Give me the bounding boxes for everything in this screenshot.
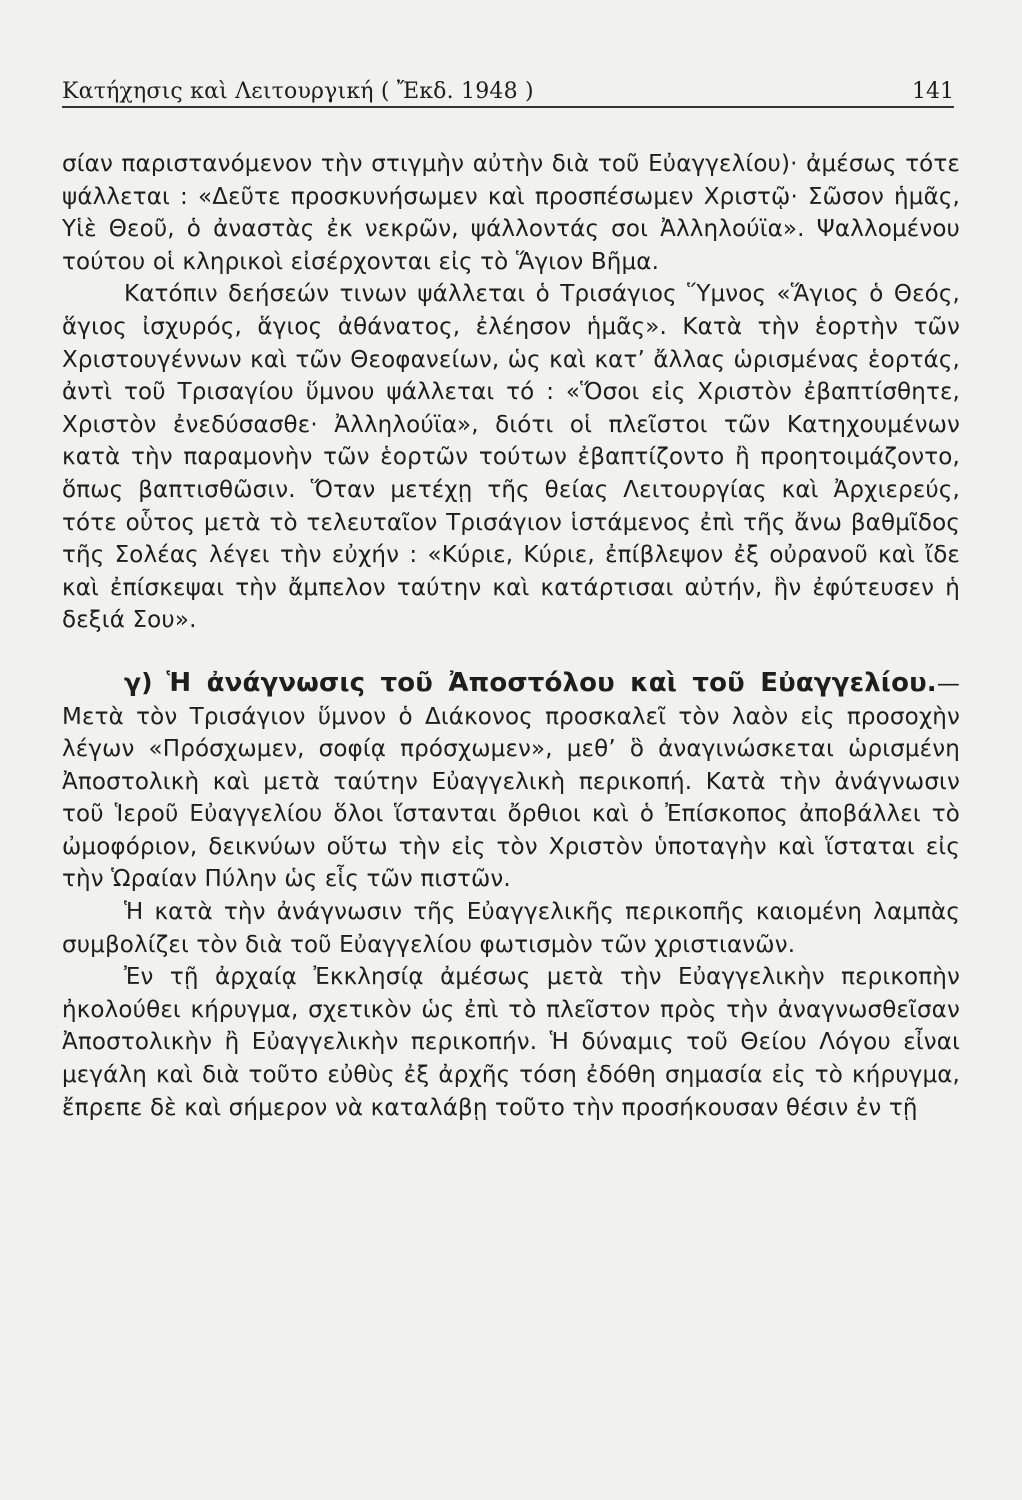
section-spacer [62,637,960,667]
paragraph-sermon: Ἐν τῇ ἀρχαίᾳ Ἐκκλησίᾳ ἀμέσως μετὰ τὴν Εὐαγγελικὴν περικοπὴν ἠκολούθει κήρυγμα, σχετικὸν ὡς ἐπὶ τὸ πλεῖστον πρὸς τὴν ἀναγνωσθεῖσαν Ἀποστολικὴν ἢ Εὐαγγελικὴν περικοπήν. Ἡ δύναμις τοῦ Θείου Λόγου εἶναι μεγάλη καὶ διὰ τοῦτο εὐθὺς ἐξ ἀρχῆς τόση ἐδόθη σημασία εἰς τὸ κήρυγμα, ἔπρεπε δὲ καὶ σήμερον νὰ καταλάβῃ τοῦτο τὴν προσήκουσαν θέσιν ἐν τῇ [62,964,960,1121]
running-header [62,70,954,108]
running-title: Κατήχησις καὶ Λειτουργική ( Ἔκδ. 1948 ) [62,79,534,104]
page-number: 141 [912,79,954,104]
page-body [62,148,960,1124]
paragraph-lamp: Ἡ κατὰ τὴν ἀνάγνωσιν τῆς Εὐαγγελικῆς περικοπῆς καιομένη λαμπὰς συμβολίζει τὸν διὰ τοῦ Εὐαγγελίου φωτισμὸν τῶν χριστιανῶν. [62,899,960,958]
section-label: γ) [124,667,153,697]
paragraph-continuation: σίαν παριστανόμενον τὴν στιγμὴν αὐτὴν διὰ τοῦ Εὐαγγελίου)· ἀμέσως τότε ψάλλεται : «Δεῦτε προσκυνήσωμεν καὶ προσπέσωμεν Χριστῷ· Σῶσον ἡμᾶς, Υἱὲ Θεοῦ, ὁ ἀναστὰς ἐκ νεκρῶν, ψάλλοντάς σοι Ἀλληλούϊα». Ψαλλομένου τούτου οἱ κληρικοὶ εἰσέρχονται εἰς τὸ Ἅγιον Βῆμα. [62,151,960,275]
section-body-text: —Μετὰ τὸν Τρισάγιον ὕμνον ὁ Διάκονος προσκαλεῖ τὸν λαὸν εἰς προσοχὴν λέγων «Πρόσχωμεν, σοφίᾳ πρόσχωμεν», μεθ’ ὃ ἀναγινώσκεται ὡρισμένη Ἀποστολικὴ καὶ μετὰ ταύτην Εὐαγγελικὴ περικοπή. Κατὰ τὴν ἀνάγνωσιν τοῦ Ἱεροῦ Εὐαγγελίου ὅλοι ἵστανται ὄρθιοι καὶ ὁ Ἐπίσκοπος ἀποβάλλει τὸ ὠμοφόριον, δεικνύων οὕτω τὴν εἰς τὸν Χριστὸν ὑποταγὴν καὶ ἵσταται εἰς τὴν Ὡραίαν Πύλην ὡς εἷς τῶν πιστῶν. [62,670,960,893]
section-title: Ἡ ἀνάγνωσις τοῦ Ἀποστόλου καὶ τοῦ Εὐαγγελίου. [166,667,937,698]
paragraph-trisagion: Κατόπιν δεήσεών τινων ψάλλεται ὁ Τρισάγιος Ὕμνος «Ἅγιος ὁ Θεός, ἅγιος ἰσχυρός, ἅγιος ἀθάνατος, ἐλέησον ἡμᾶς». Κατὰ τὴν ἑορτὴν τῶν Χριστουγέννων καὶ τῶν Θεοφανείων, ὡς καὶ κατ’ ἄλλας ὡρισμένας ἑορτάς, ἀντὶ τοῦ Τρισαγίου ὕμνου ψάλλεται τό : «Ὅσοι εἰς Χριστὸν ἐβαπτίσθητε, Χριστὸν ἐνεδύσασθε· Ἀλληλούϊα», διότι οἱ πλεῖστοι τῶν Κατηχουμένων κατὰ τὴν παραμονὴν τῶν ἑορτῶν τούτων ἐβαπτίζοντο ἢ προητοιμάζοντο, ὅπως βαπτισθῶσιν. Ὅταν μετέχῃ τῆς θείας Λειτουργίας καὶ Ἀρχιερεύς, τότε οὗτος μετὰ τὸ τελευταῖον Τρισάγιον ἱστάμενος ἐπὶ τῆς ἄνω βαθμῖδος τῆς Σολέας λέγει τὴν εὐχήν : «Κύριε, Κύριε, ἐπίβλεψον ἐξ οὐρανοῦ καὶ ἴδε καὶ ἐπίσκεψαι τὴν ἄμπελον ταύτην καὶ κατάρτισαι αὐτήν, ἣν ἐφύτευσεν ἡ δεξιά Σου». [62,281,960,634]
section-paragraph [62,667,960,896]
